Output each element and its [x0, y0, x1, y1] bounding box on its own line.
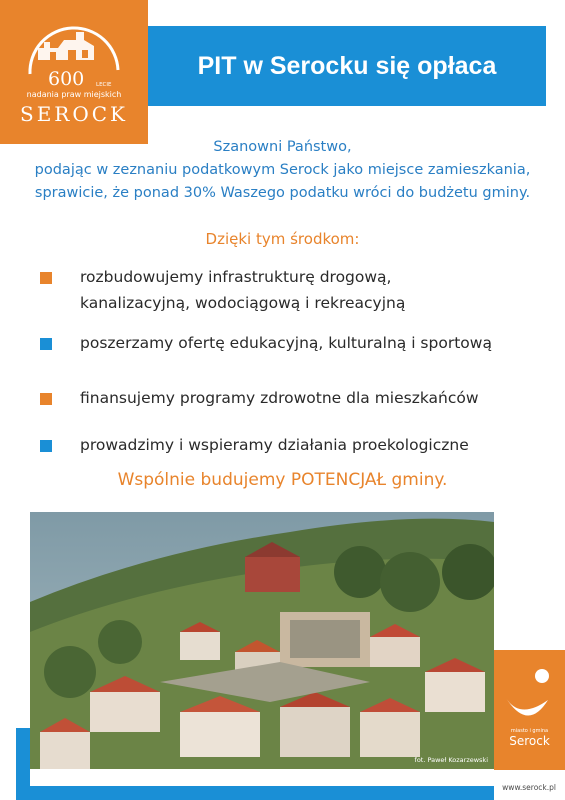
anniversary-number: 600: [48, 68, 85, 90]
thanks-heading: Dzięki tym środkom:: [205, 230, 360, 248]
anniversary-lecie: LECIE: [96, 82, 112, 88]
blue-square-bullet-icon: [40, 440, 52, 452]
photo-credit: fot. Paweł Kozarzewski: [414, 756, 488, 764]
intro-text: [0, 136, 565, 205]
aerial-town-photo: [30, 512, 494, 769]
intro-greeting: Szanowni Państwo,: [213, 139, 352, 155]
gmina-logo-caption: miasto i gmina: [510, 728, 549, 734]
town-anniversary-logo: [0, 0, 148, 144]
website-link[interactable]: www.serock.pl: [502, 783, 556, 792]
list-item-text: poszerzamy ofertę edukacyjną, kulturalną i sportową: [80, 334, 492, 352]
orange-square-bullet-icon: [40, 272, 52, 284]
blue-accent-bar-bottom: [16, 786, 494, 800]
aerial-photo-image: [30, 512, 494, 769]
list-item-line-1: rozbudowujemy infrastrukturę drogową,: [80, 268, 392, 286]
logo-town-name: SEROCK: [20, 102, 128, 126]
list-item-line-2: kanalizacyjną, wodociągową i rekreacyjną: [80, 294, 406, 312]
list-item-text: finansujemy programy zdrowotne dla mieszkańców: [80, 389, 479, 407]
logo-subtitle: nadania praw miejskich: [26, 90, 122, 99]
page-title: PIT w Serocku się opłaca: [148, 26, 546, 106]
gmina-logo: [494, 650, 565, 770]
list-item: [40, 330, 545, 356]
gmina-logo-town: Serock: [509, 734, 550, 748]
smile-logo-icon: [494, 650, 565, 770]
intro-line-3: sprawicie, że ponad 30% Waszego podatku wróci do budżetu gminy.: [34, 185, 531, 201]
orange-square-bullet-icon: [40, 393, 52, 405]
blue-square-bullet-icon: [40, 338, 52, 350]
list-item: [40, 432, 545, 458]
list-item: [40, 264, 545, 316]
intro-line-2: podając w zeznaniu podatkowym Serock jako miejsce zamieszkania,: [34, 162, 531, 178]
slogan: Wspólnie budujemy POTENCJAŁ gminy.: [117, 470, 448, 490]
list-item-text: prowadzimy i wspieramy działania proekologiczne: [80, 436, 469, 454]
list-item: [40, 385, 545, 411]
